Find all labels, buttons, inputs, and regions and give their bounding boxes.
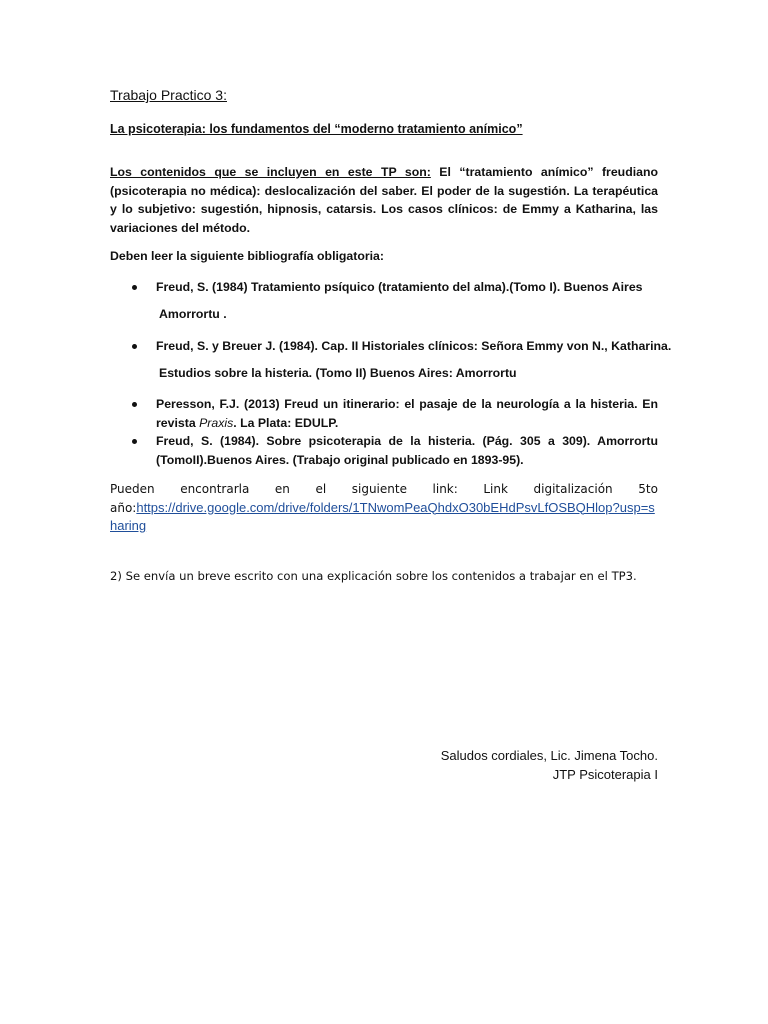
bibliography-text: Peresson, F.J. (2013) Freud un itinerario: el pasaje de la neurología a la histeria. En revista — [156, 397, 658, 430]
contents-lead: Los contenidos que se incluyen en este TP son: — [110, 165, 431, 179]
bibliography-text: . La Plata: EDULP. — [233, 415, 339, 430]
link-paragraph — [110, 480, 658, 536]
bibliography-item — [156, 395, 658, 432]
bibliography-heading: Deben leer la siguiente bibliografía obligatoria: — [110, 249, 384, 263]
link-intro-word: siguiente — [351, 482, 407, 496]
bullet-icon — [130, 435, 140, 445]
contents-body: El “tratamiento anímico” freudiano (psicoterapia no médica): deslocalización del saber. El poder de la sugestión. La terapéutica y lo subjetivo: sugestión, hipnosis, catarsis. Los casos clínicos: de Emmy a Katharina, las variaciones del método. — [110, 165, 658, 235]
link-intro-word: el — [315, 482, 327, 496]
bibliography-item: Freud, S. (1984) Tratamiento psíquico (tratamiento del alma).(Tomo I). Buenos Aires — [156, 280, 643, 294]
link-intro-word: Pueden — [110, 482, 155, 496]
link-intro-word: en — [274, 482, 290, 496]
note-text: 2) Se envía un breve escrito con una explicación sobre los contenidos a trabajar en el TP3. — [110, 569, 637, 583]
link-intro-word: 5to — [638, 482, 658, 496]
link-prefix: año: — [110, 500, 137, 515]
document-title: Trabajo Practico 3: — [110, 87, 227, 103]
link-intro-word: Link — [483, 482, 508, 496]
bullet-icon — [130, 281, 140, 291]
journal-title: Praxis — [199, 415, 234, 430]
bullet-icon — [130, 340, 140, 350]
contents-paragraph — [110, 163, 658, 237]
link-intro-line — [110, 480, 658, 499]
drive-link[interactable]: https://drive.google.com/drive/folders/1TNwomPeaQhdxO30bEHdPsvLfOSBQHlop?usp=sharing — [110, 499, 655, 533]
bibliography-item-continuation: Amorrortu . — [159, 307, 227, 321]
closing-signature — [441, 746, 658, 784]
bibliography-item: Freud, S. (1984). Sobre psicoterapia de la histeria. (Pág. 305 a 309). Amorrortu (TomoII).Buenos Aires. (Trabajo original publicado en 1893-95). — [156, 434, 658, 467]
document-subtitle: La psicoterapia: los fundamentos del “moderno tratamiento anímico” — [110, 122, 523, 136]
bibliography-item: Freud, S. y Breuer J. (1984). Cap. II Historiales clínicos: Señora Emmy von N., Katharina. — [156, 339, 672, 353]
link-intro-word: digitalización — [533, 482, 613, 496]
link-intro-word: link: — [432, 482, 458, 496]
link-intro-word: encontrarla — [180, 482, 250, 496]
closing-role: JTP Psicoterapia I — [552, 767, 658, 782]
bullet-icon — [130, 398, 140, 408]
link-line — [110, 499, 658, 536]
bibliography-item-continuation: Estudios sobre la histeria. (Tomo II) Buenos Aires: Amorrortu — [159, 366, 517, 380]
closing-greeting: Saludos cordiales, Lic. Jimena Tocho. — [440, 748, 658, 763]
